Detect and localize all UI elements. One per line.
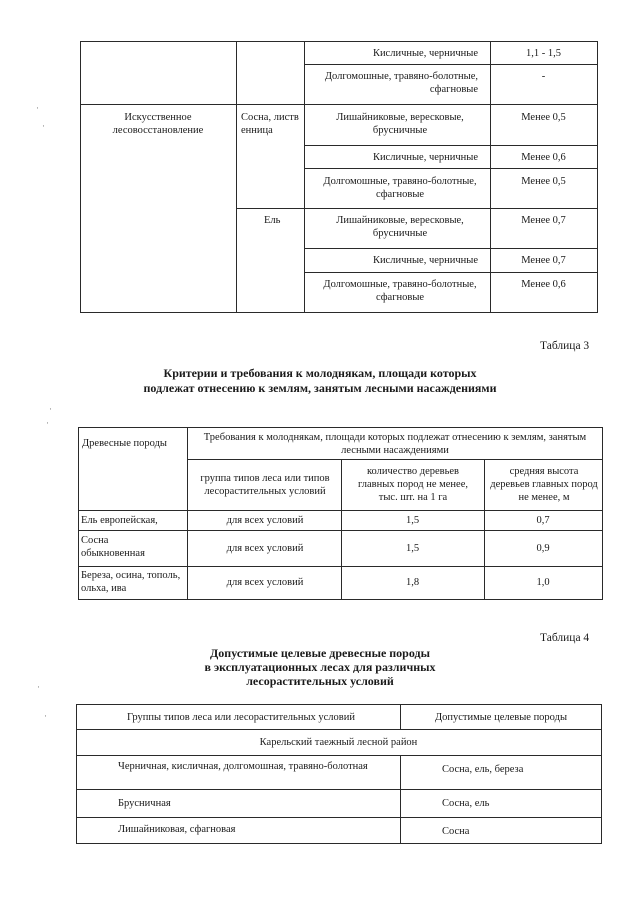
table-row-height: 1,0 (536, 577, 550, 588)
table-row-value: Менее 0,7 (521, 215, 566, 226)
reforestation-type: Искусственное лесовосстановление (112, 112, 204, 136)
table-row-group: Брусничная (118, 798, 171, 809)
header-mean-height: средняя высота деревьев главных пород не менее, м (490, 466, 598, 503)
table-3-title-line-1: Критерии и требования к молоднякам, площади которых (163, 366, 477, 380)
table-row-forest-group: Лишайниковые, вересковые, брусничные (336, 215, 464, 239)
table-row-forest-group: Кисличные, черничные (372, 152, 478, 163)
table-row-forest-group: Кисличные, черничные (372, 48, 478, 59)
table-row-group: для всех условий (226, 543, 304, 554)
table-row-value: Менее 0,5 (521, 176, 566, 187)
table-row-value: Менее 0,5 (521, 112, 566, 123)
tree-species: Сосна, лиственница (241, 112, 299, 136)
table-row-forest-group: Долгомошные, травяно-болотные, сфагновые (323, 279, 477, 303)
table-row-species: Сосна обыкновенная (81, 535, 145, 559)
table-row-height: 0,7 (536, 515, 550, 526)
table-row-species: Сосна, ель (442, 798, 490, 809)
table-row-value: Менее 0,6 (521, 152, 566, 163)
table-row-height: 0,9 (536, 543, 550, 554)
table-row-value: Менее 0,6 (521, 279, 566, 290)
scan-dot: · (46, 418, 49, 428)
table-row-group: для всех условий (226, 577, 304, 588)
table-4-label: Таблица 4 (540, 632, 590, 644)
header-forest-group: группа типов леса или типов лесорастительных условий (200, 473, 330, 497)
table-row-species: Ель европейская, (81, 515, 158, 526)
table-row-forest-group: Долгомошные, травяно-болотные, сфагновые (323, 176, 477, 200)
table-row-count: 1,5 (405, 543, 420, 554)
table-row-species: Сосна (442, 826, 470, 837)
table-4-title-line-2: в эксплуатационных лесах для различных (204, 660, 436, 674)
table-row-forest-group: Кисличные, черничные (372, 255, 478, 266)
forest-region: Карельский таежный лесной район (259, 737, 418, 748)
table-row-value: Менее 0,7 (521, 255, 566, 266)
table-row-count: 1,8 (405, 577, 420, 588)
table-row-value: - (541, 71, 546, 82)
table-4-title-line-1: Допустимые целевые древесные породы (210, 646, 430, 660)
table-row-species: Береза, осина, тополь, ольха, ива (81, 570, 181, 594)
scan-dot: · (37, 682, 40, 692)
scan-dot: · (36, 103, 39, 113)
table-row-forest-group: Лишайниковые, вересковые, брусничные (336, 112, 464, 136)
scan-dot: · (42, 121, 45, 131)
header-tree-species: Древесные породы (82, 438, 167, 449)
table-3-label: Таблица 3 (540, 340, 590, 352)
header-target-species: Допустимые целевые породы (434, 712, 568, 723)
table-3-title-line-2: подлежат отнесению к землям, занятым лесными насаждениями (143, 381, 497, 395)
table-row-group: Лишайниковая, сфагновая (118, 824, 236, 835)
tree-species: Ель (264, 215, 281, 226)
scan-dot: · (44, 711, 47, 721)
header-forest-group: Группы типов леса или лесорастительных условий (127, 712, 355, 723)
table-row-group: Черничная, кисличная, долгомошная, травяно-болотная (118, 761, 368, 772)
table-row-group: для всех условий (226, 515, 304, 526)
header-requirements: Требования к молоднякам, площади которых подлежат отнесению к землям, занятым лесными насаждениями (203, 432, 587, 456)
table-row-species: Сосна, ель, береза (442, 764, 524, 775)
scan-dot: · (49, 404, 52, 414)
table-row-value: 1,1 - 1,5 (526, 48, 561, 59)
table-4-title-line-3: лесорастительных условий (246, 674, 394, 688)
table-row-count: 1,5 (405, 515, 420, 526)
header-tree-count: количество деревьев главных пород не менее, тыс. шт. на 1 га (358, 466, 468, 503)
table-row-forest-group: Долгомошные, травяно-болотные, сфагновые (324, 71, 478, 95)
